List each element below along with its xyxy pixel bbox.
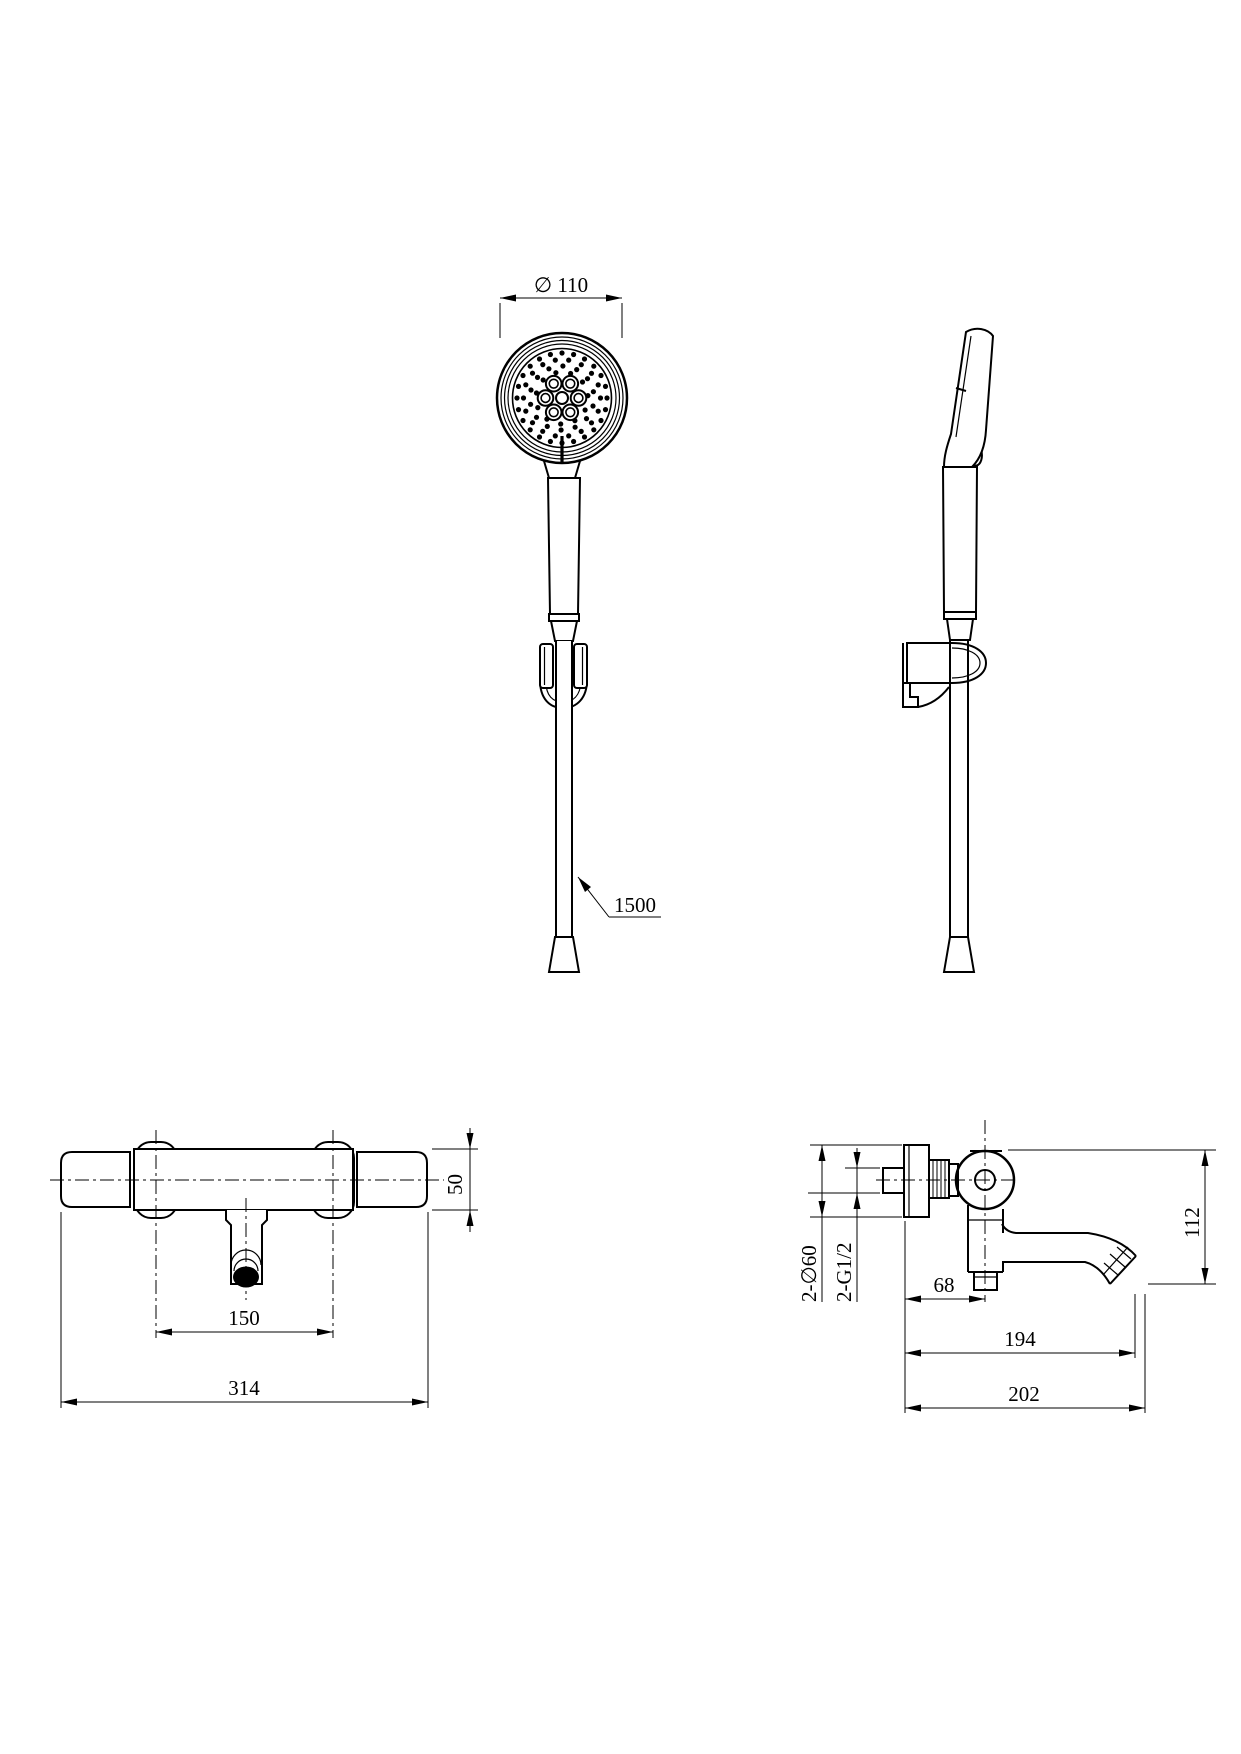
shower-handle-front: [544, 461, 580, 641]
dim-inlet-spacing-label: 150: [228, 1306, 260, 1330]
shower-holder-side: [903, 643, 986, 707]
dim-head-diameter: [500, 273, 622, 338]
hand-shower-front-view: [497, 273, 661, 972]
mixer-side-view: [797, 1120, 1216, 1413]
hose-end-fitting: [549, 937, 579, 972]
dim-wall-to-spout: [905, 1294, 1135, 1358]
hand-shower-side-view: [903, 329, 993, 972]
dim-overall-width-label: 314: [228, 1376, 260, 1400]
dim-body-diameter-label: 50: [443, 1174, 467, 1195]
mixer-front-view: [50, 1128, 478, 1408]
dim-wall-to-center: [905, 1221, 985, 1413]
dim-threads-label: 2-G1/2: [832, 1242, 856, 1302]
center-spray-cluster: [538, 376, 587, 420]
dim-overall-depth-label: 202: [1008, 1382, 1040, 1406]
spout: [1002, 1224, 1136, 1284]
dim-hose-length: [578, 877, 661, 917]
shower-handle-side: [943, 467, 977, 640]
dim-hose-length-label: 1500: [614, 893, 656, 917]
dim-inlet-spacing: [156, 1306, 333, 1336]
shower-head-face: [497, 333, 627, 464]
dim-overall-height-label: 112: [1180, 1207, 1204, 1238]
dim-escutcheons-label: 2-∅60: [797, 1245, 821, 1302]
threaded-connector: [929, 1160, 949, 1198]
shower-hose-front: [549, 641, 579, 972]
dim-head-diameter-label: ∅ 110: [533, 273, 589, 297]
dim-wall-to-center-label: 68: [933, 1273, 955, 1297]
escutcheon-disc: [904, 1145, 929, 1217]
shower-hose-side: [944, 640, 974, 972]
hose-end-fitting-side: [944, 937, 974, 972]
nozzle-dots: [514, 350, 609, 445]
knob-right: [357, 1152, 427, 1207]
dim-wall-to-spout-label: 194: [1004, 1327, 1036, 1351]
